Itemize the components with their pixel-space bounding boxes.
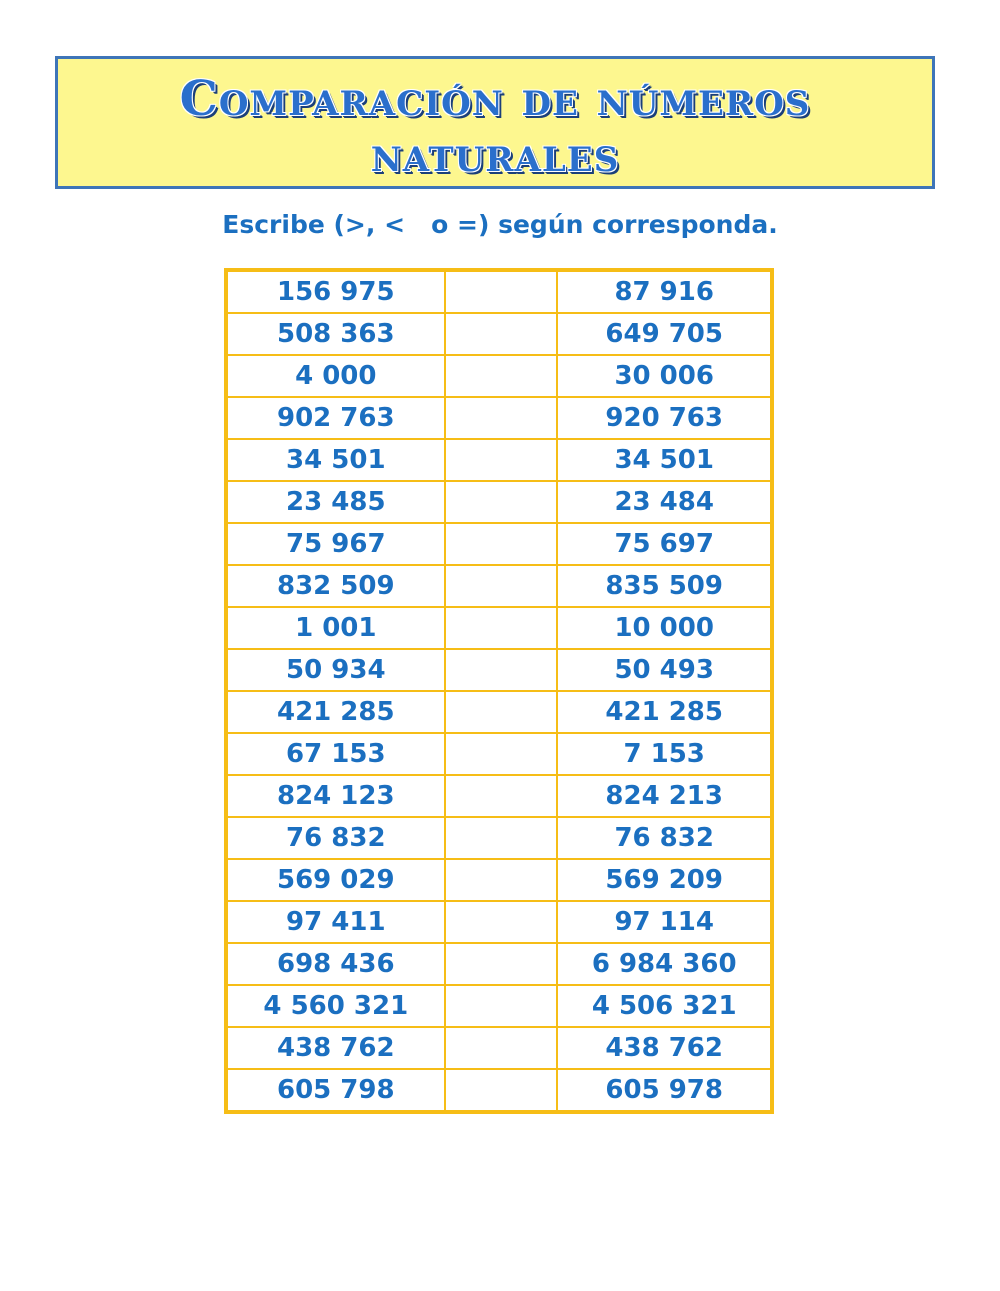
left-number-cell: 67 153 <box>226 733 445 775</box>
left-number-cell: 97 411 <box>226 901 445 943</box>
table-row <box>226 775 772 817</box>
answer-cell[interactable] <box>445 817 558 859</box>
table-row <box>226 313 772 355</box>
right-number-cell: 23 484 <box>557 481 772 523</box>
answer-cell[interactable] <box>445 775 558 817</box>
table-row <box>226 943 772 985</box>
right-number-cell: 10 000 <box>557 607 772 649</box>
right-number-cell: 7 153 <box>557 733 772 775</box>
answer-cell[interactable] <box>445 565 558 607</box>
table-row <box>226 649 772 691</box>
instructions-text: Escribe (>, < o =) según corresponda. <box>222 210 778 239</box>
answer-cell[interactable] <box>445 607 558 649</box>
table-row <box>226 439 772 481</box>
left-number-cell: 605 798 <box>226 1069 445 1112</box>
right-number-cell: 835 509 <box>557 565 772 607</box>
table-row <box>226 859 772 901</box>
table-row <box>226 691 772 733</box>
left-number-cell: 824 123 <box>226 775 445 817</box>
table-row <box>226 607 772 649</box>
answer-cell[interactable] <box>445 691 558 733</box>
left-number-cell: 156 975 <box>226 270 445 313</box>
right-number-cell: 75 697 <box>557 523 772 565</box>
right-number-cell: 6 984 360 <box>557 943 772 985</box>
left-number-cell: 75 967 <box>226 523 445 565</box>
page-title-line-1: Comparación de números <box>179 71 811 127</box>
right-number-cell: 421 285 <box>557 691 772 733</box>
answer-cell[interactable] <box>445 985 558 1027</box>
right-number-cell: 34 501 <box>557 439 772 481</box>
right-number-cell: 4 506 321 <box>557 985 772 1027</box>
right-number-cell: 30 006 <box>557 355 772 397</box>
right-number-cell: 50 493 <box>557 649 772 691</box>
left-number-cell: 4 000 <box>226 355 445 397</box>
right-number-cell: 97 114 <box>557 901 772 943</box>
table-row <box>226 985 772 1027</box>
left-number-cell: 438 762 <box>226 1027 445 1069</box>
right-number-cell: 649 705 <box>557 313 772 355</box>
right-number-cell: 824 213 <box>557 775 772 817</box>
left-number-cell: 508 363 <box>226 313 445 355</box>
title-banner <box>55 56 935 189</box>
answer-cell[interactable] <box>445 649 558 691</box>
answer-cell[interactable] <box>445 1069 558 1112</box>
answer-cell[interactable] <box>445 523 558 565</box>
left-number-cell: 902 763 <box>226 397 445 439</box>
left-number-cell: 4 560 321 <box>226 985 445 1027</box>
right-number-cell: 605 978 <box>557 1069 772 1112</box>
answer-cell[interactable] <box>445 1027 558 1069</box>
table-row <box>226 397 772 439</box>
right-number-cell: 438 762 <box>557 1027 772 1069</box>
table-row <box>226 1069 772 1112</box>
left-number-cell: 23 485 <box>226 481 445 523</box>
right-number-cell: 87 916 <box>557 270 772 313</box>
left-number-cell: 569 029 <box>226 859 445 901</box>
table-row <box>226 733 772 775</box>
right-number-cell: 569 209 <box>557 859 772 901</box>
right-number-cell: 920 763 <box>557 397 772 439</box>
answer-cell[interactable] <box>445 733 558 775</box>
table-row <box>226 355 772 397</box>
answer-cell[interactable] <box>445 313 558 355</box>
left-number-cell: 1 001 <box>226 607 445 649</box>
answer-cell[interactable] <box>445 270 558 313</box>
left-number-cell: 34 501 <box>226 439 445 481</box>
answer-cell[interactable] <box>445 943 558 985</box>
left-number-cell: 832 509 <box>226 565 445 607</box>
table-row <box>226 817 772 859</box>
table-row <box>226 481 772 523</box>
right-number-cell: 76 832 <box>557 817 772 859</box>
left-number-cell: 421 285 <box>226 691 445 733</box>
table-row <box>226 270 772 313</box>
table-row <box>226 565 772 607</box>
table-row <box>226 1027 772 1069</box>
table-row <box>226 901 772 943</box>
answer-cell[interactable] <box>445 355 558 397</box>
answer-cell[interactable] <box>445 901 558 943</box>
page-title-line-2: naturales <box>370 127 620 183</box>
comparison-table <box>224 268 774 1114</box>
left-number-cell: 698 436 <box>226 943 445 985</box>
left-number-cell: 76 832 <box>226 817 445 859</box>
left-number-cell: 50 934 <box>226 649 445 691</box>
answer-cell[interactable] <box>445 397 558 439</box>
answer-cell[interactable] <box>445 859 558 901</box>
table-row <box>226 523 772 565</box>
answer-cell[interactable] <box>445 439 558 481</box>
answer-cell[interactable] <box>445 481 558 523</box>
